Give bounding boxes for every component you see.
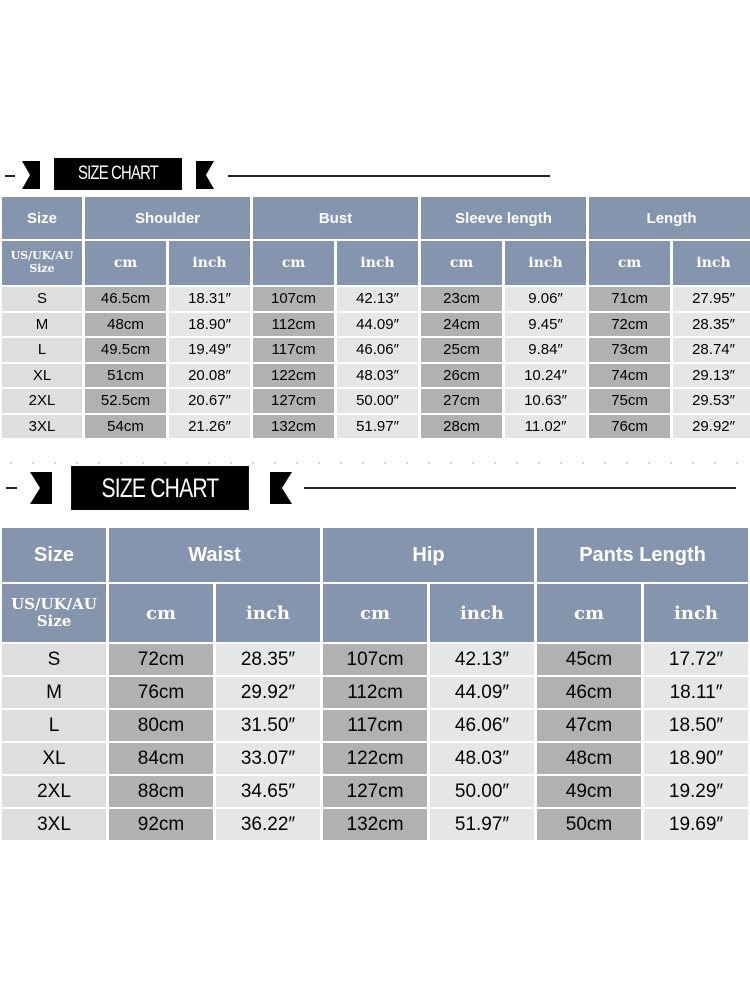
unit-inch: inch (169, 241, 250, 285)
size-chart-banner-bottom (0, 464, 750, 512)
inch-value-cell: 18.50″ (644, 710, 748, 741)
header-sleeve-length: Sleeve length (421, 197, 586, 239)
cm-value-cell: 107cm (253, 287, 334, 311)
inch-value-cell: 46.06″ (337, 338, 418, 362)
cm-value-cell: 28cm (421, 415, 502, 439)
cm-value-cell: 74cm (589, 364, 670, 388)
unit-cm: cm (109, 584, 213, 642)
inch-value-cell: 18.31″ (169, 287, 250, 311)
header-shoulder: Shoulder (85, 197, 250, 239)
header-bust: Bust (253, 197, 418, 239)
table-row (2, 644, 748, 675)
size-cell: M (2, 313, 82, 337)
cm-value-cell: 24cm (421, 313, 502, 337)
inch-value-cell: 18.90″ (644, 743, 748, 774)
cm-value-cell: 127cm (253, 389, 334, 413)
size-chart-title: SIZE CHART (54, 158, 182, 190)
cm-value-cell: 47cm (537, 710, 641, 741)
cm-value-cell: 46.5cm (85, 287, 166, 311)
table-row (2, 776, 748, 807)
inch-value-cell: 46.06″ (430, 710, 534, 741)
size-region-line1: US/UK/AU (11, 594, 97, 613)
cm-value-cell: 52.5cm (85, 389, 166, 413)
unit-cm: cm (85, 241, 166, 285)
cm-value-cell: 49cm (537, 776, 641, 807)
table-row (2, 710, 748, 741)
size-region-line2: Size (29, 262, 55, 275)
header-waist: Waist (109, 528, 320, 582)
table-row (2, 743, 748, 774)
unit-inch: inch (216, 584, 320, 642)
cm-value-cell: 107cm (323, 644, 427, 675)
inch-value-cell: 48.03″ (337, 364, 418, 388)
size-region-line1: US/UK/AU (10, 249, 74, 263)
cm-value-cell: 51cm (85, 364, 166, 388)
inch-value-cell: 10.63″ (505, 389, 586, 413)
table-row (2, 809, 748, 840)
inch-value-cell: 28.35″ (673, 313, 750, 337)
unit-cm: cm (253, 241, 334, 285)
cm-value-cell: 27cm (421, 389, 502, 413)
inch-value-cell: 9.06″ (505, 287, 586, 311)
cm-value-cell: 72cm (109, 644, 213, 675)
unit-cm: cm (537, 584, 641, 642)
unit-cm: cm (323, 584, 427, 642)
inch-value-cell: 29.53″ (673, 389, 750, 413)
size-region-label (2, 584, 106, 642)
cm-value-cell: 50cm (537, 809, 641, 840)
inch-value-cell: 28.74″ (673, 338, 750, 362)
cm-value-cell: 72cm (589, 313, 670, 337)
inch-value-cell: 48.03″ (430, 743, 534, 774)
inch-value-cell: 18.90″ (169, 313, 250, 337)
inch-value-cell: 44.09″ (430, 677, 534, 708)
header-size: Size (2, 197, 82, 239)
header-length: Length (589, 197, 750, 239)
size-cell: 2XL (2, 389, 82, 413)
inch-value-cell: 51.97″ (337, 415, 418, 439)
header-hip: Hip (323, 528, 534, 582)
cm-value-cell: 45cm (537, 644, 641, 675)
size-chart-banner-top (0, 155, 750, 195)
cm-value-cell: 132cm (253, 415, 334, 439)
inch-value-cell: 28.35″ (216, 644, 320, 675)
table-row (2, 287, 750, 311)
size-cell: S (2, 287, 82, 311)
inch-value-cell: 20.08″ (169, 364, 250, 388)
inch-value-cell: 11.02″ (505, 415, 586, 439)
unit-cm: cm (421, 241, 502, 285)
cm-value-cell: 73cm (589, 338, 670, 362)
header-size: Size (2, 528, 106, 582)
size-cell: XL (2, 364, 82, 388)
cm-value-cell: 48cm (537, 743, 641, 774)
inch-value-cell: 20.67″ (169, 389, 250, 413)
unit-inch: inch (337, 241, 418, 285)
ribbon-left-tail (22, 161, 40, 189)
ribbon-right-tail (196, 161, 214, 189)
inch-value-cell: 29.13″ (673, 364, 750, 388)
cm-value-cell: 122cm (323, 743, 427, 774)
inch-value-cell: 27.95″ (673, 287, 750, 311)
size-region-label (2, 241, 82, 285)
cm-value-cell: 75cm (589, 389, 670, 413)
cm-value-cell: 54cm (85, 415, 166, 439)
unit-inch: inch (673, 241, 750, 285)
inch-value-cell: 9.84″ (505, 338, 586, 362)
size-cell: 2XL (2, 776, 106, 807)
cm-value-cell: 117cm (253, 338, 334, 362)
unit-inch: inch (505, 241, 586, 285)
inch-value-cell: 19.29″ (644, 776, 748, 807)
cm-value-cell: 88cm (109, 776, 213, 807)
size-cell: M (2, 677, 106, 708)
unit-inch: inch (430, 584, 534, 642)
size-chart-bottom-table (0, 526, 750, 842)
inch-value-cell: 42.13″ (337, 287, 418, 311)
size-chart-top-body (2, 287, 750, 438)
size-chart-top-table (0, 195, 750, 440)
size-chart-bottom-body (2, 644, 748, 840)
inch-value-cell: 10.24″ (505, 364, 586, 388)
table-row (2, 364, 750, 388)
cm-value-cell: 132cm (323, 809, 427, 840)
cm-value-cell: 127cm (323, 776, 427, 807)
inch-value-cell: 29.92″ (673, 415, 750, 439)
cm-value-cell: 71cm (589, 287, 670, 311)
inch-value-cell: 17.72″ (644, 644, 748, 675)
inch-value-cell: 19.69″ (644, 809, 748, 840)
inch-value-cell: 31.50″ (216, 710, 320, 741)
table-row (2, 338, 750, 362)
inch-value-cell: 50.00″ (337, 389, 418, 413)
size-cell: XL (2, 743, 106, 774)
unit-inch: inch (644, 584, 748, 642)
cm-value-cell: 26cm (421, 364, 502, 388)
cm-value-cell: 117cm (323, 710, 427, 741)
cm-value-cell: 112cm (323, 677, 427, 708)
cm-value-cell: 76cm (589, 415, 670, 439)
cm-value-cell: 49.5cm (85, 338, 166, 362)
cm-value-cell: 122cm (253, 364, 334, 388)
inch-value-cell: 18.11″ (644, 677, 748, 708)
cm-value-cell: 76cm (109, 677, 213, 708)
banner-dash (5, 175, 15, 177)
cm-value-cell: 112cm (253, 313, 334, 337)
inch-value-cell: 19.49″ (169, 338, 250, 362)
cm-value-cell: 48cm (85, 313, 166, 337)
size-cell: L (2, 338, 82, 362)
cm-value-cell: 46cm (537, 677, 641, 708)
inch-value-cell: 29.92″ (216, 677, 320, 708)
banner-dash (6, 487, 17, 489)
cm-value-cell: 92cm (109, 809, 213, 840)
size-cell: 3XL (2, 415, 82, 439)
cm-value-cell: 84cm (109, 743, 213, 774)
size-cell: 3XL (2, 809, 106, 840)
inch-value-cell: 42.13″ (430, 644, 534, 675)
inch-value-cell: 36.22″ (216, 809, 320, 840)
cm-value-cell: 25cm (421, 338, 502, 362)
inch-value-cell: 44.09″ (337, 313, 418, 337)
inch-value-cell: 33.07″ (216, 743, 320, 774)
inch-value-cell: 51.97″ (430, 809, 534, 840)
table-row (2, 313, 750, 337)
table-row (2, 677, 748, 708)
inch-value-cell: 34.65″ (216, 776, 320, 807)
header-pants-length: Pants Length (537, 528, 748, 582)
inch-value-cell: 21.26″ (169, 415, 250, 439)
inch-value-cell: 9.45″ (505, 313, 586, 337)
table-row (2, 389, 750, 413)
size-region-line2: Size (36, 612, 72, 630)
banner-line (304, 487, 736, 489)
unit-cm: cm (589, 241, 670, 285)
size-cell: L (2, 710, 106, 741)
cm-value-cell: 80cm (109, 710, 213, 741)
cm-value-cell: 23cm (421, 287, 502, 311)
banner-line (228, 175, 550, 177)
ribbon-left-tail (30, 472, 52, 504)
size-chart-title: SIZE CHART (71, 466, 249, 510)
inch-value-cell: 50.00″ (430, 776, 534, 807)
ribbon-right-tail (270, 472, 292, 504)
size-cell: S (2, 644, 106, 675)
table-row (2, 415, 750, 439)
